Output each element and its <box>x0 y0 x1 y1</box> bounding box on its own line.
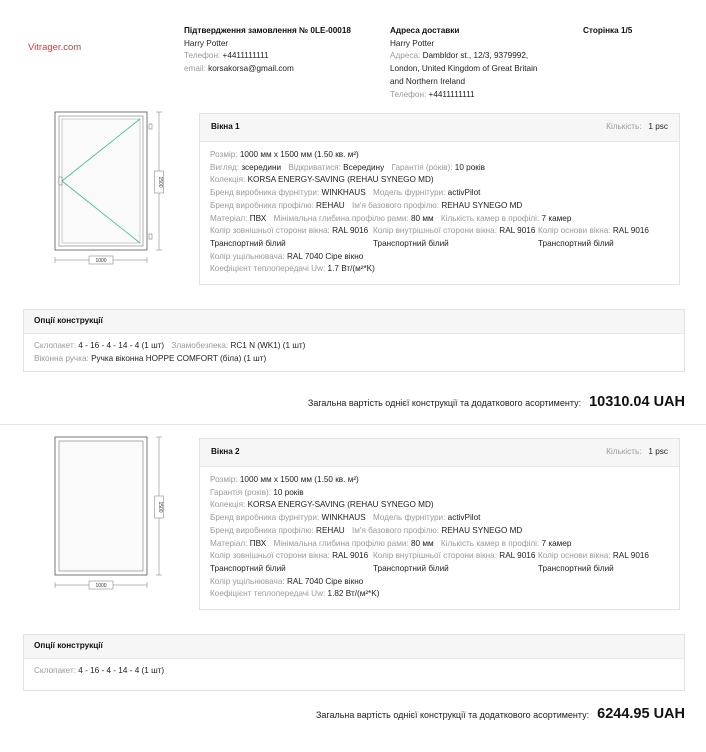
window-1-drawing <box>40 110 170 275</box>
window-1-height-dim: 1500 <box>157 176 163 188</box>
window-2-spec-body <box>200 467 679 609</box>
order-title: Підтвердження замовлення № 0LE-00018 <box>184 26 351 35</box>
window-1-qty: Кількість: 1 psc <box>606 122 668 132</box>
window-2-options-title: Опції конструкції <box>24 635 684 659</box>
window-1-hardware-row: Бренд виробника фурнітури: WINKHAUS Модель фурнітури: activPilot <box>210 188 481 198</box>
window-2-colors-row <box>210 550 669 575</box>
page-indicator: Сторінка 1/5 <box>583 26 633 35</box>
window-1-diagram <box>40 110 170 270</box>
section-divider <box>0 424 706 425</box>
window-2-total-label: Загальна вартість однієї конструкції та додаткового асортименту: <box>315 710 590 720</box>
window-2-name: Вікна 2 <box>211 447 240 457</box>
window-1-view-row: Вигляд: зсередини Відкриватися: Всередину Гарантія (років): 10 років <box>210 162 486 172</box>
window-1-total <box>308 391 685 413</box>
window-2-drawing <box>40 435 170 600</box>
window-2-spec-header <box>200 439 679 467</box>
window-1-options-body <box>24 334 684 371</box>
window-2-color-base: Колір основи вікна: RAL 9016 Транспортний білий <box>538 551 649 573</box>
window-1-size: Розмір: 1000 мм х 1500 мм (1.50 кв. м²) <box>210 150 359 159</box>
window-2-diagram <box>40 435 170 595</box>
window-1-color-base: Колір основи вікна: RAL 9016 Транспортний білий <box>538 226 649 248</box>
window-1-color-outer: Колір зовнішньої сторони вікна: RAL 9016 Транспортний білий <box>210 226 369 248</box>
window-1-uw: Коефіцієнт теплопередачі Uw: 1.7 Вт/(м²*K) <box>210 264 375 274</box>
window-2-warranty: Гарантія (років): 10 років <box>210 487 304 497</box>
window-1-collection: Колекція: KORSA ENERGY-SAVING (REHAU SYNEGO MD) <box>210 175 434 185</box>
window-1-options-title: Опції конструкції <box>24 310 684 334</box>
window-2-uw: Коефіцієнт теплопередачі Uw: 1.82 Вт/(м²*K) <box>210 589 380 599</box>
window-1-total-label: Загальна вартість однієї конструкції та додаткового асортименту: <box>307 398 582 408</box>
window-1-colors-row <box>210 225 669 250</box>
delivery-title: Адреса доставки <box>390 26 460 35</box>
window-1-total-value: 10310.04 UAH <box>589 394 685 410</box>
window-2-glass-row: Склопакет: 4 - 16 - 4 - 14 - 4 (1 шт) <box>34 666 165 675</box>
window-2-total-value: 6244.95 UAH <box>597 706 685 722</box>
window-1-material-row: Матеріал: ПВХ Мінімальна глибина профілю рами: 80 мм Кількість камер в профілі: 7 камер <box>210 213 572 223</box>
window-2-options-body <box>24 659 684 690</box>
window-2-total <box>316 703 685 725</box>
window-2-seal: Колір ущільнювача: RAL 7040 Сіре вікно <box>210 576 364 586</box>
order-info <box>184 25 384 76</box>
delivery-address: Адреса: Dambldor st., 12/3, 9379992, London, United Kingdom of Great Britain and Northern Ireland <box>390 51 538 86</box>
window-1-profile-row: Бренд виробника профілю: REHAU Ім'я базового профілю: REHAU SYNEGO MD <box>210 200 523 210</box>
order-customer-name: Harry Potter <box>184 38 229 48</box>
window-2-size: Розмір: 1000 мм х 1500 мм (1.50 кв. м²) <box>210 475 359 484</box>
window-2-height-dim: 1500 <box>157 501 163 513</box>
window-1-color-inner: Колір внутрішньої сторони вікна: RAL 9016 Транспортний білий <box>373 226 536 248</box>
window-2-collection: Колекція: KORSA ENERGY-SAVING (REHAU SYNEGO MD) <box>210 500 434 510</box>
window-2-qty: Кількість: 1 psc <box>606 447 668 457</box>
delivery-name: Harry Potter <box>390 38 435 48</box>
window-1-spec-header <box>200 114 679 142</box>
order-phone: Телефон: +4411111111 <box>184 51 269 61</box>
window-1-spec <box>199 113 680 285</box>
logo-tld: .com <box>60 42 82 53</box>
delivery-phone: Телефон: +4411111111 <box>390 89 475 99</box>
order-email: email: korsakorsa@gmail.com <box>184 64 294 74</box>
window-1-handle-row: Віконна ручка: Ручка віконна HOPPE COMFORT (біла) (1 шт) <box>34 353 267 363</box>
window-2-hardware-row: Бренд виробника фурнітури: WINKHAUS Модель фурнітури: activPilot <box>210 513 481 523</box>
logo-brand: Vitrager <box>28 42 61 53</box>
window-2-options <box>23 634 685 691</box>
window-1-glass-row: Склопакет: 4 - 16 - 4 - 14 - 4 (1 шт) Зламобезпека: RC1 N (WK1) (1 шт) <box>34 341 306 350</box>
vitrager-logo <box>28 41 81 56</box>
window-2-width-dim: 1000 <box>95 583 107 589</box>
window-1-name: Вікна 1 <box>211 122 240 132</box>
window-1-width-dim: 1000 <box>95 258 107 264</box>
window-1-spec-body <box>200 142 679 284</box>
window-1-seal: Колір ущільнювача: RAL 7040 Сіре вікно <box>210 251 364 261</box>
window-2-color-inner: Колір внутрішньої сторони вікна: RAL 9016 Транспортний білий <box>373 551 536 573</box>
window-1-options <box>23 309 685 372</box>
window-2-profile-row: Бренд виробника профілю: REHAU Ім'я базового профілю: REHAU SYNEGO MD <box>210 525 523 535</box>
window-2-material-row: Матеріал: ПВХ Мінімальна глибина профілю рами: 80 мм Кількість камер в профілі: 7 камер <box>210 538 572 548</box>
window-2-color-outer: Колір зовнішньої сторони вікна: RAL 9016 Транспортний білий <box>210 551 369 573</box>
window-2-spec <box>199 438 680 610</box>
delivery-info <box>390 25 550 101</box>
